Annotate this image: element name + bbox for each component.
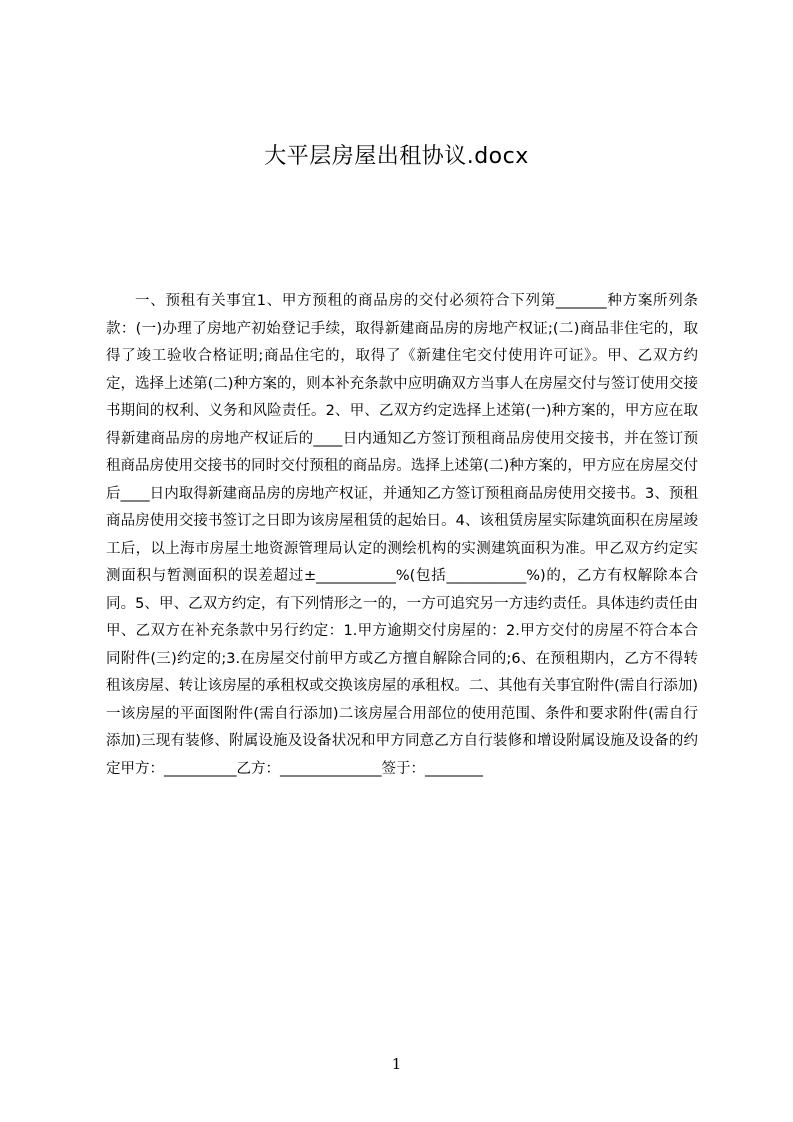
body-paragraph: 一、预租有关事宜1、甲方预租的商品房的交付必须符合下列第_______种方案所列条款：(一)办理了房地产初始登记手续，取得新建商品房的房地产权证;(二)商品非住宅的，取得了竣工验收合格证明;商品住宅的，取得了《新建住宅交付使用许可证》。甲、乙双方约定，选择上述第(二)种方案的，则本补充条款中应明确双方当事人在房屋交付与签订使用交接书期间的权利、义务和风险责任。2、甲、乙双方约定选择上述第(一)种方案的，甲方应在取得新建商品房的房地产权证后的____日内通知乙方签订预租商品房使用交接书，并在签订预租商品房使用交接书的同时交付预租的商品房。选择上述第(二)种方案的，甲方应在房屋交付后____日内取得新建商品房的房地产权证，并通知乙方签订预租商品房使用交接书。3、预租商品房使用交接书签订之日即为该房屋租赁的起始日。4、该租赁房屋实际建筑面积在房屋竣工后，以上海市房屋土地资源管理局认定的测绘机构的实测建筑面积为准。甲乙双方约定实测面积与暂测面积的误差超过±___________%(包括___________%)的，乙方有权解除本合同。5、甲、乙双方约定，有下列情形之一的，一方可追究另一方违约责任。具体违约责任由甲、乙双方在补充条款中另行约定：1.甲方逾期交付房屋的：2.甲方交付的房屋不符合本合同附件(三)约定的;3.在房屋交付前甲方或乙方擅自解除合同的;6、在预租期内，乙方不得转租该房屋、转让该房屋的承租权或交换该房屋的承租权。二、其他有关事宜附件(需自行添加)一该房屋的平面图附件(需自行添加)二该房屋合用部位的使用范围、条件和要求附件(需自行添加)三现有装修、附属设施及设备状况和甲方同意乙方自行装修和增设附属设施及设备的约定甲方：__________乙方：______________签于：________ [106, 293, 698, 777]
document-title: 大平层房屋出租协议.docx [264, 144, 529, 169]
page-number: 1 [391, 1055, 402, 1073]
document-body [106, 288, 698, 783]
